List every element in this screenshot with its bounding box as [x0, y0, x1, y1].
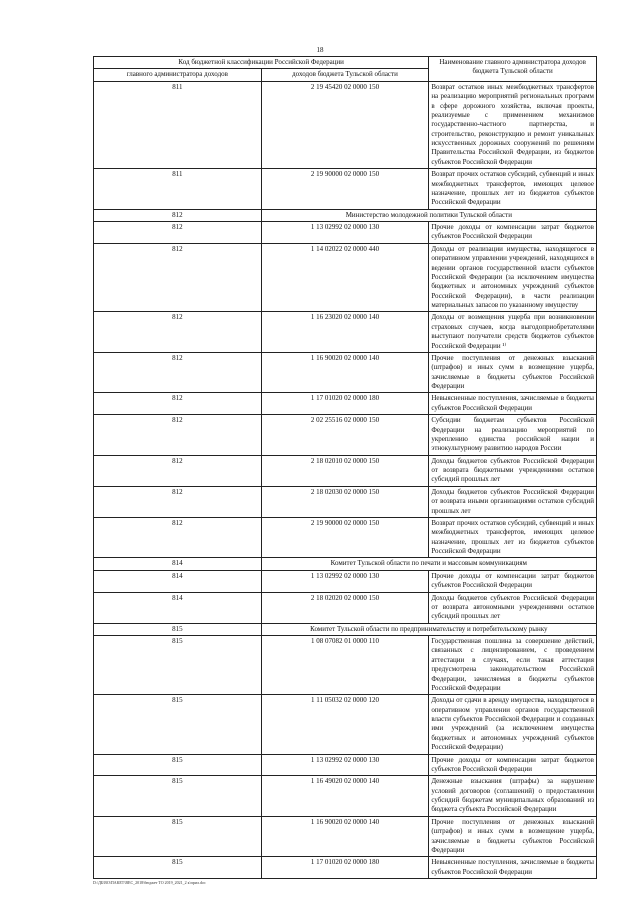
income-code-cell: 2 02 25516 02 0000 150	[261, 415, 429, 456]
income-name-cell: Прочие поступления от денежных взысканий (штрафов) и иных сумм в возмещение ущерба, зачисляемые в бюджеты субъектов Российской Федерации	[429, 352, 597, 393]
section-row	[94, 623, 597, 635]
income-code-cell: 1 13 02992 02 0000 130	[261, 222, 429, 244]
income-name-cell: Возврат прочих остатков субсидий, субвенций и иных межбюджетных трансфертов, имеющих целевое назначение, прошлых лет из бюджетов субъектов Российской Федерации	[429, 169, 597, 210]
income-name-cell: Доходы бюджетов субъектов Российской Федерации от возврата автономными учреждениями остатков субсидий прошлых лет	[429, 592, 597, 623]
income-code-cell: 2 19 90000 02 0000 150	[261, 517, 429, 558]
page-number: 18	[316, 46, 324, 54]
table-row	[94, 169, 597, 210]
income-code-cell: 1 11 05032 02 0000 120	[261, 695, 429, 754]
admin-code-cell: 814	[94, 592, 262, 623]
table-body	[94, 81, 597, 878]
income-name-cell: Возврат прочих остатков субсидий, субвенций и иных межбюджетных трансфертов, имеющих целевое назначение, прошлых лет из бюджетов субъектов Российской Федерации	[429, 517, 597, 558]
income-code-cell: 1 13 02992 02 0000 130	[261, 754, 429, 776]
income-name-cell: Доходы бюджетов субъектов Российской Федерации от возврата иными организациями остатков субсидий прошлых лет	[429, 486, 597, 517]
name-header: Наименование главного администратора доходов бюджета Тульской области	[429, 57, 597, 82]
income-code-cell: 2 18 02010 02 0000 150	[261, 455, 429, 486]
admin-code-cell: 812	[94, 312, 262, 353]
admin-code-cell: 815	[94, 776, 262, 817]
income-name-cell: Доходы от реализации имущества, находящегося в оперативном управлении учреждений, находящихся в ведении органов государственной власти субъектов Российской Федерации (за исключением имущества бюджетных и автономных учреждений субъектов Российской Федерации), в части реализации материальных запасов по указанному имуществу	[429, 243, 597, 312]
income-code-cell: 1 14 02022 02 0000 440	[261, 243, 429, 312]
income-code-cell: 1 16 90020 02 0000 140	[261, 816, 429, 857]
income-code-cell: 2 18 02030 02 0000 150	[261, 486, 429, 517]
kbk-header: Код бюджетной классификации Российской Федерации	[94, 57, 429, 69]
admin-code-cell: 815	[94, 754, 262, 776]
section-title: Комитет Тульской области по печати и массовым коммуникациям	[261, 558, 596, 570]
admin-code-cell: 812	[94, 486, 262, 517]
income-name-cell: Невыясненные поступления, зачисляемые в бюджеты субъектов Российской Федерации	[429, 393, 597, 415]
table-row	[94, 352, 597, 393]
admin-code-cell: 815	[94, 636, 262, 695]
admin-code-cell: 811	[94, 81, 262, 168]
table-row	[94, 776, 597, 817]
table-row	[94, 415, 597, 456]
table-row	[94, 570, 597, 592]
admin-code-cell: 814	[94, 570, 262, 592]
table-row	[94, 393, 597, 415]
income-name-cell: Субсидии бюджетам субъектов Российской Федерации на реализацию мероприятий по укреплению единства российской нации и этнокультурному развитию народов России	[429, 415, 597, 456]
income-header: доходов бюджета Тульской области	[261, 69, 429, 81]
admin-code-cell: 815	[94, 816, 262, 857]
income-code-cell: 2 19 45420 02 0000 150	[261, 81, 429, 168]
section-row	[94, 209, 597, 221]
section-title: Комитет Тульской области по предпринимательству и потребительскому рынку	[261, 623, 596, 635]
table-row	[94, 312, 597, 353]
income-table	[93, 56, 597, 879]
income-name-cell: Прочие доходы от компенсации затрат бюджетов субъектов Российской Федерации	[429, 222, 597, 244]
table-row	[94, 592, 597, 623]
income-name-cell: Государственная пошлина за совершение действий, связанных с лицензированием, с проведением аттестации в случаях, если такая аттестация предусмотрена законодательством Российской Федерации, зачисляемая в бюджеты субъектов Российской Федерации	[429, 636, 597, 695]
admin-code-cell: 815	[94, 695, 262, 754]
income-code-cell: 2 19 90000 02 0000 150	[261, 169, 429, 210]
income-name-cell: Возврат остатков иных межбюджетных трансфертов на реализацию мероприятий региональных программ в сфере дорожного хозяйства, включая проекты, реализуемые с применением механизмов государственно-частного партнерства, и строительство, реконструкцию и ремонт уникальных искусственных дорожных сооружений по решениям Правительства Российской Федерации, из бюджетов субъектов Российской Федерации	[429, 81, 597, 168]
table-row	[94, 81, 597, 168]
admin-code-cell: 811	[94, 169, 262, 210]
admin-code-cell: 814	[94, 558, 262, 570]
header-row-1	[94, 57, 597, 69]
table-row	[94, 243, 597, 312]
table-row	[94, 816, 597, 857]
income-code-cell: 1 08 07082 01 0000 110	[261, 636, 429, 695]
admin-code-cell: 812	[94, 243, 262, 312]
income-code-cell: 1 16 23020 02 0000 140	[261, 312, 429, 353]
income-code-cell: 1 16 90020 02 0000 140	[261, 352, 429, 393]
admin-code-cell: 812	[94, 352, 262, 393]
income-code-cell: 2 18 02020 02 0000 150	[261, 592, 429, 623]
section-row	[94, 558, 597, 570]
income-name-cell: Доходы от сдачи в аренду имущества, находящегося в оперативном управлении органов государственной власти субъектов Российской Федерации и созданных ими учреждений (за исключением имущества бюджетных и автономных учреждений субъектов Российской Федерации)	[429, 695, 597, 754]
income-name-cell: Невыясненные поступления, зачисляемые в бюджеты субъектов Российской Федерации	[429, 857, 597, 879]
admin-code-cell: 812	[94, 222, 262, 244]
table-row	[94, 636, 597, 695]
income-code-cell: 1 17 01020 02 0000 180	[261, 393, 429, 415]
file-path-footer: D:\ДБ\ВО\ПАКЕТ\ВЕС_2018\бюджет ТО 2019_2021_2 к\прил.doc	[93, 880, 206, 885]
income-name-cell: Прочие поступления от денежных взысканий (штрафов) и иных сумм в возмещение ущерба, зачисляемые в бюджеты субъектов Российской Федерации	[429, 816, 597, 857]
income-code-cell: 1 17 01020 02 0000 180	[261, 857, 429, 879]
income-code-cell: 1 13 02992 02 0000 130	[261, 570, 429, 592]
income-name-cell: Доходы бюджетов субъектов Российской Федерации от возврата бюджетными учреждениями остатков субсидий прошлых лет	[429, 455, 597, 486]
admin-header: главного администратора доходов	[94, 69, 262, 81]
table-row	[94, 754, 597, 776]
admin-code-cell: 812	[94, 393, 262, 415]
income-name-cell: Доходы от возмещения ущерба при возникновении страховых случаев, когда выгодоприобретателями выступают получатели средств бюджетов субъектов Российской Федерации ¹⁾	[429, 312, 597, 353]
admin-code-cell: 815	[94, 623, 262, 635]
table-row	[94, 695, 597, 754]
table-row	[94, 517, 597, 558]
table-row	[94, 455, 597, 486]
income-code-cell: 1 16 49020 02 0000 140	[261, 776, 429, 817]
admin-code-cell: 812	[94, 415, 262, 456]
income-name-cell: Денежные взыскания (штрафы) за нарушение условий договоров (соглашений) о предоставлении субсидий бюджетам муниципальных образований из бюджета субъекта Российской Федерации	[429, 776, 597, 817]
table-row	[94, 486, 597, 517]
table-row	[94, 222, 597, 244]
table-row	[94, 857, 597, 879]
admin-code-cell: 812	[94, 209, 262, 221]
admin-code-cell: 812	[94, 517, 262, 558]
income-name-cell: Прочие доходы от компенсации затрат бюджетов субъектов Российской Федерации	[429, 570, 597, 592]
income-name-cell: Прочие доходы от компенсации затрат бюджетов субъектов Российской Федерации	[429, 754, 597, 776]
admin-code-cell: 812	[94, 455, 262, 486]
admin-code-cell: 815	[94, 857, 262, 879]
section-title: Министерство молодежной политики Тульской области	[261, 209, 596, 221]
